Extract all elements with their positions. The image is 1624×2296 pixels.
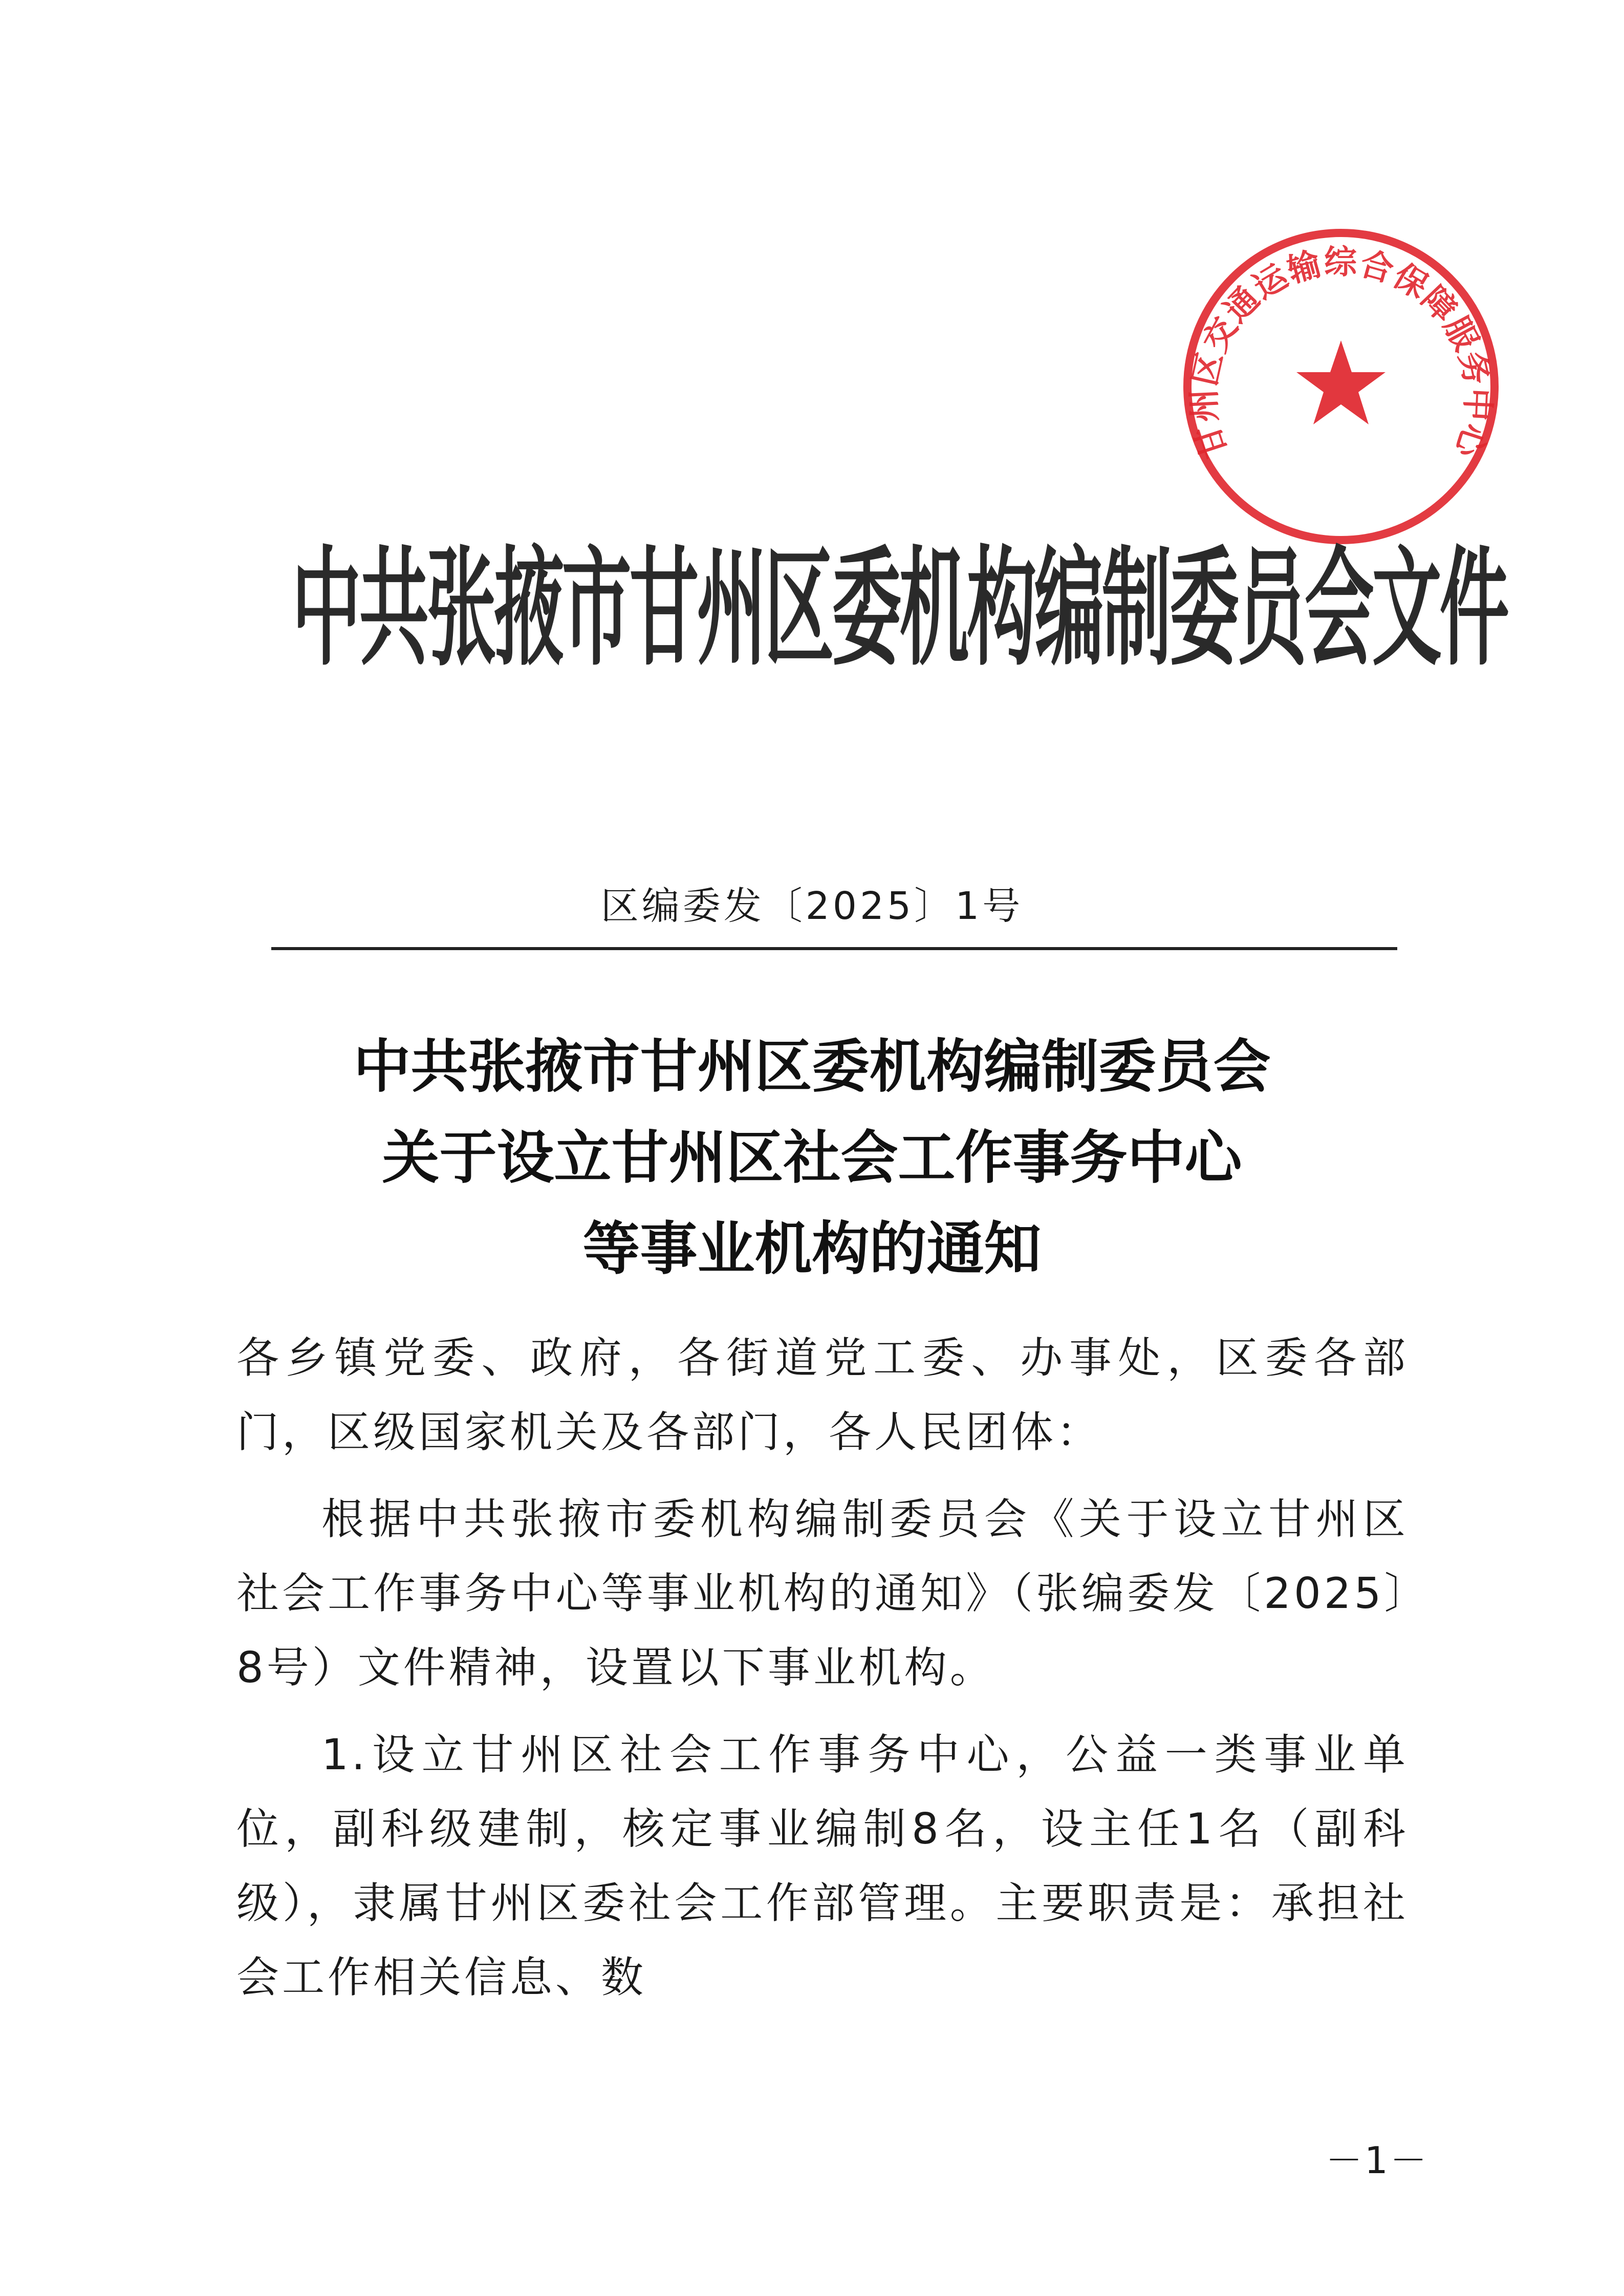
document-number: 区编委发〔2025〕1号 <box>600 884 1024 928</box>
title-line-1: 中共张掖市甘州区委机构编制委员会 <box>353 1033 1271 1100</box>
body-paragraph-2: 1.设立甘州区社会工作事务中心，公益一类事业单位，副科级建制，核定事业编制8名，设主任1名（副科级），隶属甘州区委社会工作部管理。主要职责是：承担社会工作相关信息、数 <box>236 1730 1409 2002</box>
seal-text: 甘州区交通运输综合保障服务中心 <box>1185 243 1497 463</box>
seal-star-icon <box>1296 340 1385 424</box>
page-number: －1－ <box>1326 2139 1429 2182</box>
document-title <box>0 1021 1624 1295</box>
document-body <box>236 1321 1409 2027</box>
recipients-paragraph: 各乡镇党委、政府，各街道党工委、办事处，区委各部门，区级国家机关及各部门，各人民团体： <box>236 1333 1409 1457</box>
title-line-3: 等事业机构的通知 <box>582 1215 1042 1282</box>
document-masthead: 中共张掖市甘州区委机构编制委员会文件 <box>292 534 1507 683</box>
title-line-2: 关于设立甘州区社会工作事务中心 <box>382 1124 1242 1191</box>
official-seal <box>1172 218 1510 555</box>
body-paragraph-1: 根据中共张掖市委机构编制委员会《关于设立甘州区社会工作事务中心等事业机构的通知》（张编委发〔2025〕8号）文件精神，设置以下事业机构。 <box>236 1494 1409 1692</box>
masthead-divider <box>271 947 1397 950</box>
